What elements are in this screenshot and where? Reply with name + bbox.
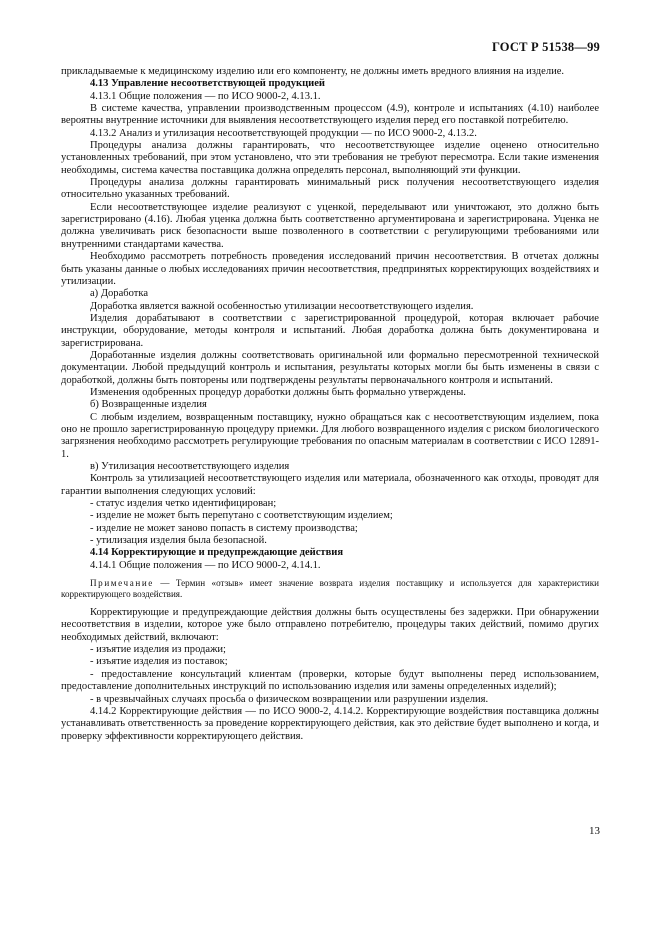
paragraph: 4.14.1 Общие положения — по ИСО 9000-2, 4.14.1.	[90, 559, 321, 571]
list-item: - предоставление консультаций клиентам (проверки, которые будут выполнены перед использованием, предоставление дополнительных инструкций по использованию изделия или замены определенных изделий);	[61, 668, 599, 693]
paragraph: В системе качества, управлении производственным процессом (4.9), контроле и испытаниях (4.10) наиболее вероятны внутренние источники для выявления несоответствующего изделия перед его поставкой потребителю.	[61, 103, 599, 127]
list-item: - утилизация изделия была безопасной.	[90, 535, 267, 547]
page-header: ГОСТ Р 51538—99	[491, 40, 600, 54]
paragraph: Изделия дорабатывают в соответствии с зарегистрированной процедурой, которая включает рабочие инструкции, оборудование, методы контроля и испытаний. Любая доработка должна быть документирована и зарегистрирована.	[61, 312, 599, 349]
paragraph: Если несоответствующее изделие реализуют с уценкой, переделывают или уничтожают, это должно быть зарегистрировано (4.16). Любая уценка должна быть соответственно аргументирована и зарегистрирована. Уценка не должна увеличивать риск безопасности выше позволенного в соответствии с регулирующими требованиями или внутренними стандартами качества.	[61, 201, 599, 250]
list-item: - в чрезвычайных случаях просьба о физическом возвращении или разрушении изделия.	[90, 693, 489, 705]
paragraph: прикладываемые к медицинскому изделию или его компоненту, не должны иметь вредного влияния на изделие.	[61, 66, 565, 77]
list-label-c: в) Утилизация несоответствующего изделия	[90, 461, 290, 472]
paragraph: С любым изделием, возвращенным поставщику, нужно обращаться как с несоответствующим изделием, пока оно не прошло зарегистрированную процедуру приемки. Для любого возвращенного изделия с риском биологического загрязнения необходимо рассмотреть регулирующие требования по опасным материалам в соответствии с ИСО 12891-1.	[61, 411, 599, 460]
paragraph: Контроль за утилизацией несоответствующего изделия или материала, обозначенного как отходы, проводят для гарантии выполнения следующих условий:	[61, 473, 599, 497]
list-item: - изделие не может заново попасть в систему производства;	[90, 522, 358, 534]
note	[61, 578, 599, 600]
paragraph: Изменения одобренных процедур доработки должны быть формально утверждены.	[90, 386, 466, 398]
paragraph: Процедуры анализа должны гарантировать минимальный риск получения несоответствующего изделия относительно указанных требований.	[61, 177, 599, 201]
page-number: 13	[589, 825, 600, 837]
paragraph: Доработанные изделия должны соответствовать оригинальной или формально пересмотренной технической документации. Любой предыдущий контроль и испытания, результаты которых могли бы быть изменены в связи с доработкой, должны быть повторены или подтверждены результаты первоначального контроля и испытаний.	[61, 349, 599, 386]
note-text: — Термин «отзыв» имеет значение возврата изделия поставщику и используется для характеристики корректирующего воздействия.	[61, 578, 599, 600]
list-item: - изъятие изделия из продажи;	[90, 644, 226, 656]
paragraph: 4.13.1 Общие положения — по ИСО 9000-2, 4.13.1.	[90, 90, 321, 102]
note-label: Примечание	[90, 578, 154, 589]
section-heading-4-13: 4.13 Управление несоответствующей продукцией	[90, 78, 325, 90]
section-heading-4-14: 4.14 Корректирующие и предупреждающие действия	[90, 547, 344, 559]
list-item: - изъятие изделия из поставок;	[90, 656, 228, 668]
document-body	[61, 66, 599, 743]
paragraph: Необходимо рассмотреть потребность проведения исследований причин несоответствия. В отчетах должны быть указаны данные о любых исследованиях причин несоответствия, предпринятых корректирующих воздействиях и утилизации.	[61, 251, 599, 287]
paragraph: Корректирующие и предупреждающие действия должны быть осуществлены без задержки. При обнаружении несоответствия в изделии, которое уже было отправлено потребителю, процедуры таких действий, помимо других необходимых действий, включают:	[61, 607, 599, 643]
paragraph: 4.14.2 Корректирующие действия — по ИСО 9000-2, 4.14.2. Корректирующие воздействия поставщика должны устанавливать ответственность за проведение корректирующего действия, как это действие будет выполнено и когда, и проверку эффективности корректирующего действия.	[61, 705, 599, 742]
paragraph: 4.13.2 Анализ и утилизация несоответствующей продукции — по ИСО 9000-2, 4.13.2.	[90, 127, 477, 139]
list-item: - статус изделия четко идентифицирован;	[90, 498, 277, 510]
paragraph: Процедуры анализа должны гарантировать, что несоответствующее изделие оценено относительно установленных требований, при этом установлено, что эти требования не требуют пересмотра. Если такие изменения необходимы, система качества поставщика должна определять персонал, выполняющий эти функции.	[61, 140, 599, 176]
list-label-a: а) Доработка	[90, 288, 149, 300]
list-item: - изделие не может быть перепутано с соответствующим изделием;	[90, 510, 393, 522]
paragraph: Доработка является важной особенностью утилизации несоответствующего изделия.	[90, 300, 474, 312]
list-label-b: б) Возвращенные изделия	[90, 399, 207, 411]
